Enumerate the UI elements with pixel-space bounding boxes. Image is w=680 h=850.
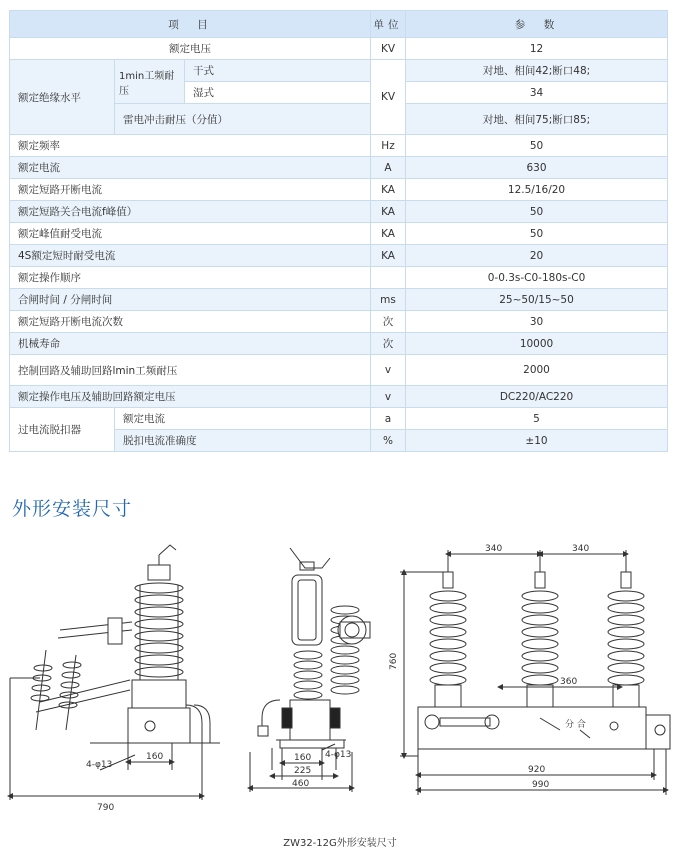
- dim-mid-hole: 4-φ13: [325, 750, 352, 760]
- header-param: 参 数: [406, 11, 668, 38]
- row-label: 额定短路开断电流: [10, 179, 371, 201]
- row-unit: [371, 267, 406, 289]
- row-label: 4S额定短时耐受电流: [10, 245, 371, 267]
- row-value: 630: [406, 157, 668, 179]
- installation-drawings: [0, 530, 680, 830]
- insulation-unit: KV: [371, 60, 406, 135]
- table-row: [10, 38, 668, 60]
- wet-label: 湿式: [185, 82, 371, 104]
- row-unit: v: [371, 355, 406, 386]
- row-unit: KA: [371, 223, 406, 245]
- row-unit: v: [371, 386, 406, 408]
- row-value: 12: [406, 38, 668, 60]
- row-label: 额定操作顺序: [10, 267, 371, 289]
- oc-current-label: 额定电流: [115, 408, 371, 430]
- row-label: 额定电流: [10, 157, 371, 179]
- spec-table: [9, 10, 668, 452]
- oc-accuracy-label: 脱扣电流准确度: [115, 430, 371, 452]
- row-unit: A: [371, 157, 406, 179]
- dim-left-790: 790: [97, 803, 115, 813]
- table-row: [10, 408, 668, 430]
- dim-right-920: 920: [528, 765, 546, 775]
- row-value: 20: [406, 245, 668, 267]
- row-value: 25~50/15~50: [406, 289, 668, 311]
- header-unit: 单位: [371, 11, 406, 38]
- row-value: 50: [406, 201, 668, 223]
- power-freq-label: 1min工频耐压: [115, 60, 185, 104]
- row-label: 合闸时间 / 分闸时间: [10, 289, 371, 311]
- dim-right-340a: 340: [485, 544, 503, 554]
- row-label: 控制回路及辅助回路lmin工频耐压: [10, 355, 371, 386]
- table-header-row: [10, 11, 668, 38]
- table-row: [10, 311, 668, 333]
- header-item: 项 目: [10, 11, 371, 38]
- row-value: 2000: [406, 355, 668, 386]
- insulation-label: 额定绝缘水平: [10, 60, 115, 135]
- row-label: 额定操作电压及辅助回路额定电压: [10, 386, 371, 408]
- dim-mid-160: 160: [294, 753, 312, 763]
- table-row: [10, 267, 668, 289]
- row-unit: KA: [371, 179, 406, 201]
- table-row: [10, 135, 668, 157]
- table-row: [10, 386, 668, 408]
- row-value: DC220/AC220: [406, 386, 668, 408]
- lightning-value: 对地、相间75;断口85;: [406, 104, 668, 135]
- section-title: 外形安装尺寸: [12, 498, 133, 520]
- row-label: 额定频率: [10, 135, 371, 157]
- dim-left-160: 160: [146, 752, 164, 762]
- oc-accuracy-unit: %: [371, 430, 406, 452]
- row-label: 额定峰值耐受电流: [10, 223, 371, 245]
- row-value: 30: [406, 311, 668, 333]
- row-unit: ms: [371, 289, 406, 311]
- dim-right-340b: 340: [572, 544, 590, 554]
- row-unit: 次: [371, 311, 406, 333]
- dim-right-360: 360: [560, 677, 578, 687]
- row-value: 50: [406, 223, 668, 245]
- table-row: [10, 289, 668, 311]
- table-row: [10, 179, 668, 201]
- table-row: [10, 60, 668, 82]
- oc-current-unit: a: [371, 408, 406, 430]
- dim-left-hole: 4-φ13: [86, 760, 113, 770]
- row-unit: 次: [371, 333, 406, 355]
- table-row: [10, 157, 668, 179]
- row-value: 10000: [406, 333, 668, 355]
- row-value: 50: [406, 135, 668, 157]
- right-front-view: [400, 550, 670, 795]
- row-value: 12.5/16/20: [406, 179, 668, 201]
- row-unit: KV: [371, 38, 406, 60]
- dim-right-760: 760: [389, 652, 399, 670]
- row-label: 额定短路开断电流次数: [10, 311, 371, 333]
- dry-value: 对地、相间42;断口48;: [406, 60, 668, 82]
- row-value: 0-0.3s-C0-180s-C0: [406, 267, 668, 289]
- table-row: [10, 201, 668, 223]
- label-plate: 分 合: [565, 720, 586, 730]
- oc-current-value: 5: [406, 408, 668, 430]
- row-unit: Hz: [371, 135, 406, 157]
- lightning-label: 雷电冲击耐压（分值）: [115, 104, 371, 135]
- oc-accuracy-value: ±10: [406, 430, 668, 452]
- left-side-view: [10, 545, 220, 800]
- wet-value: 34: [406, 82, 668, 104]
- table-row: [10, 355, 668, 386]
- overcurrent-label: 过电流脱扣器: [10, 408, 115, 452]
- table-row: [10, 245, 668, 267]
- dim-mid-460: 460: [292, 779, 310, 789]
- row-label: 机械寿命: [10, 333, 371, 355]
- dry-label: 干式: [185, 60, 371, 82]
- table-row: [10, 223, 668, 245]
- table-row: [10, 333, 668, 355]
- dim-mid-225: 225: [294, 766, 312, 776]
- row-unit: KA: [371, 245, 406, 267]
- row-unit: KA: [371, 201, 406, 223]
- dim-right-990: 990: [532, 780, 550, 790]
- row-label: 额定短路关合电流f峰值）: [10, 201, 371, 223]
- row-label: 额定电压: [10, 38, 371, 60]
- figure-caption: ZW32-12G外形安装尺寸: [283, 838, 397, 849]
